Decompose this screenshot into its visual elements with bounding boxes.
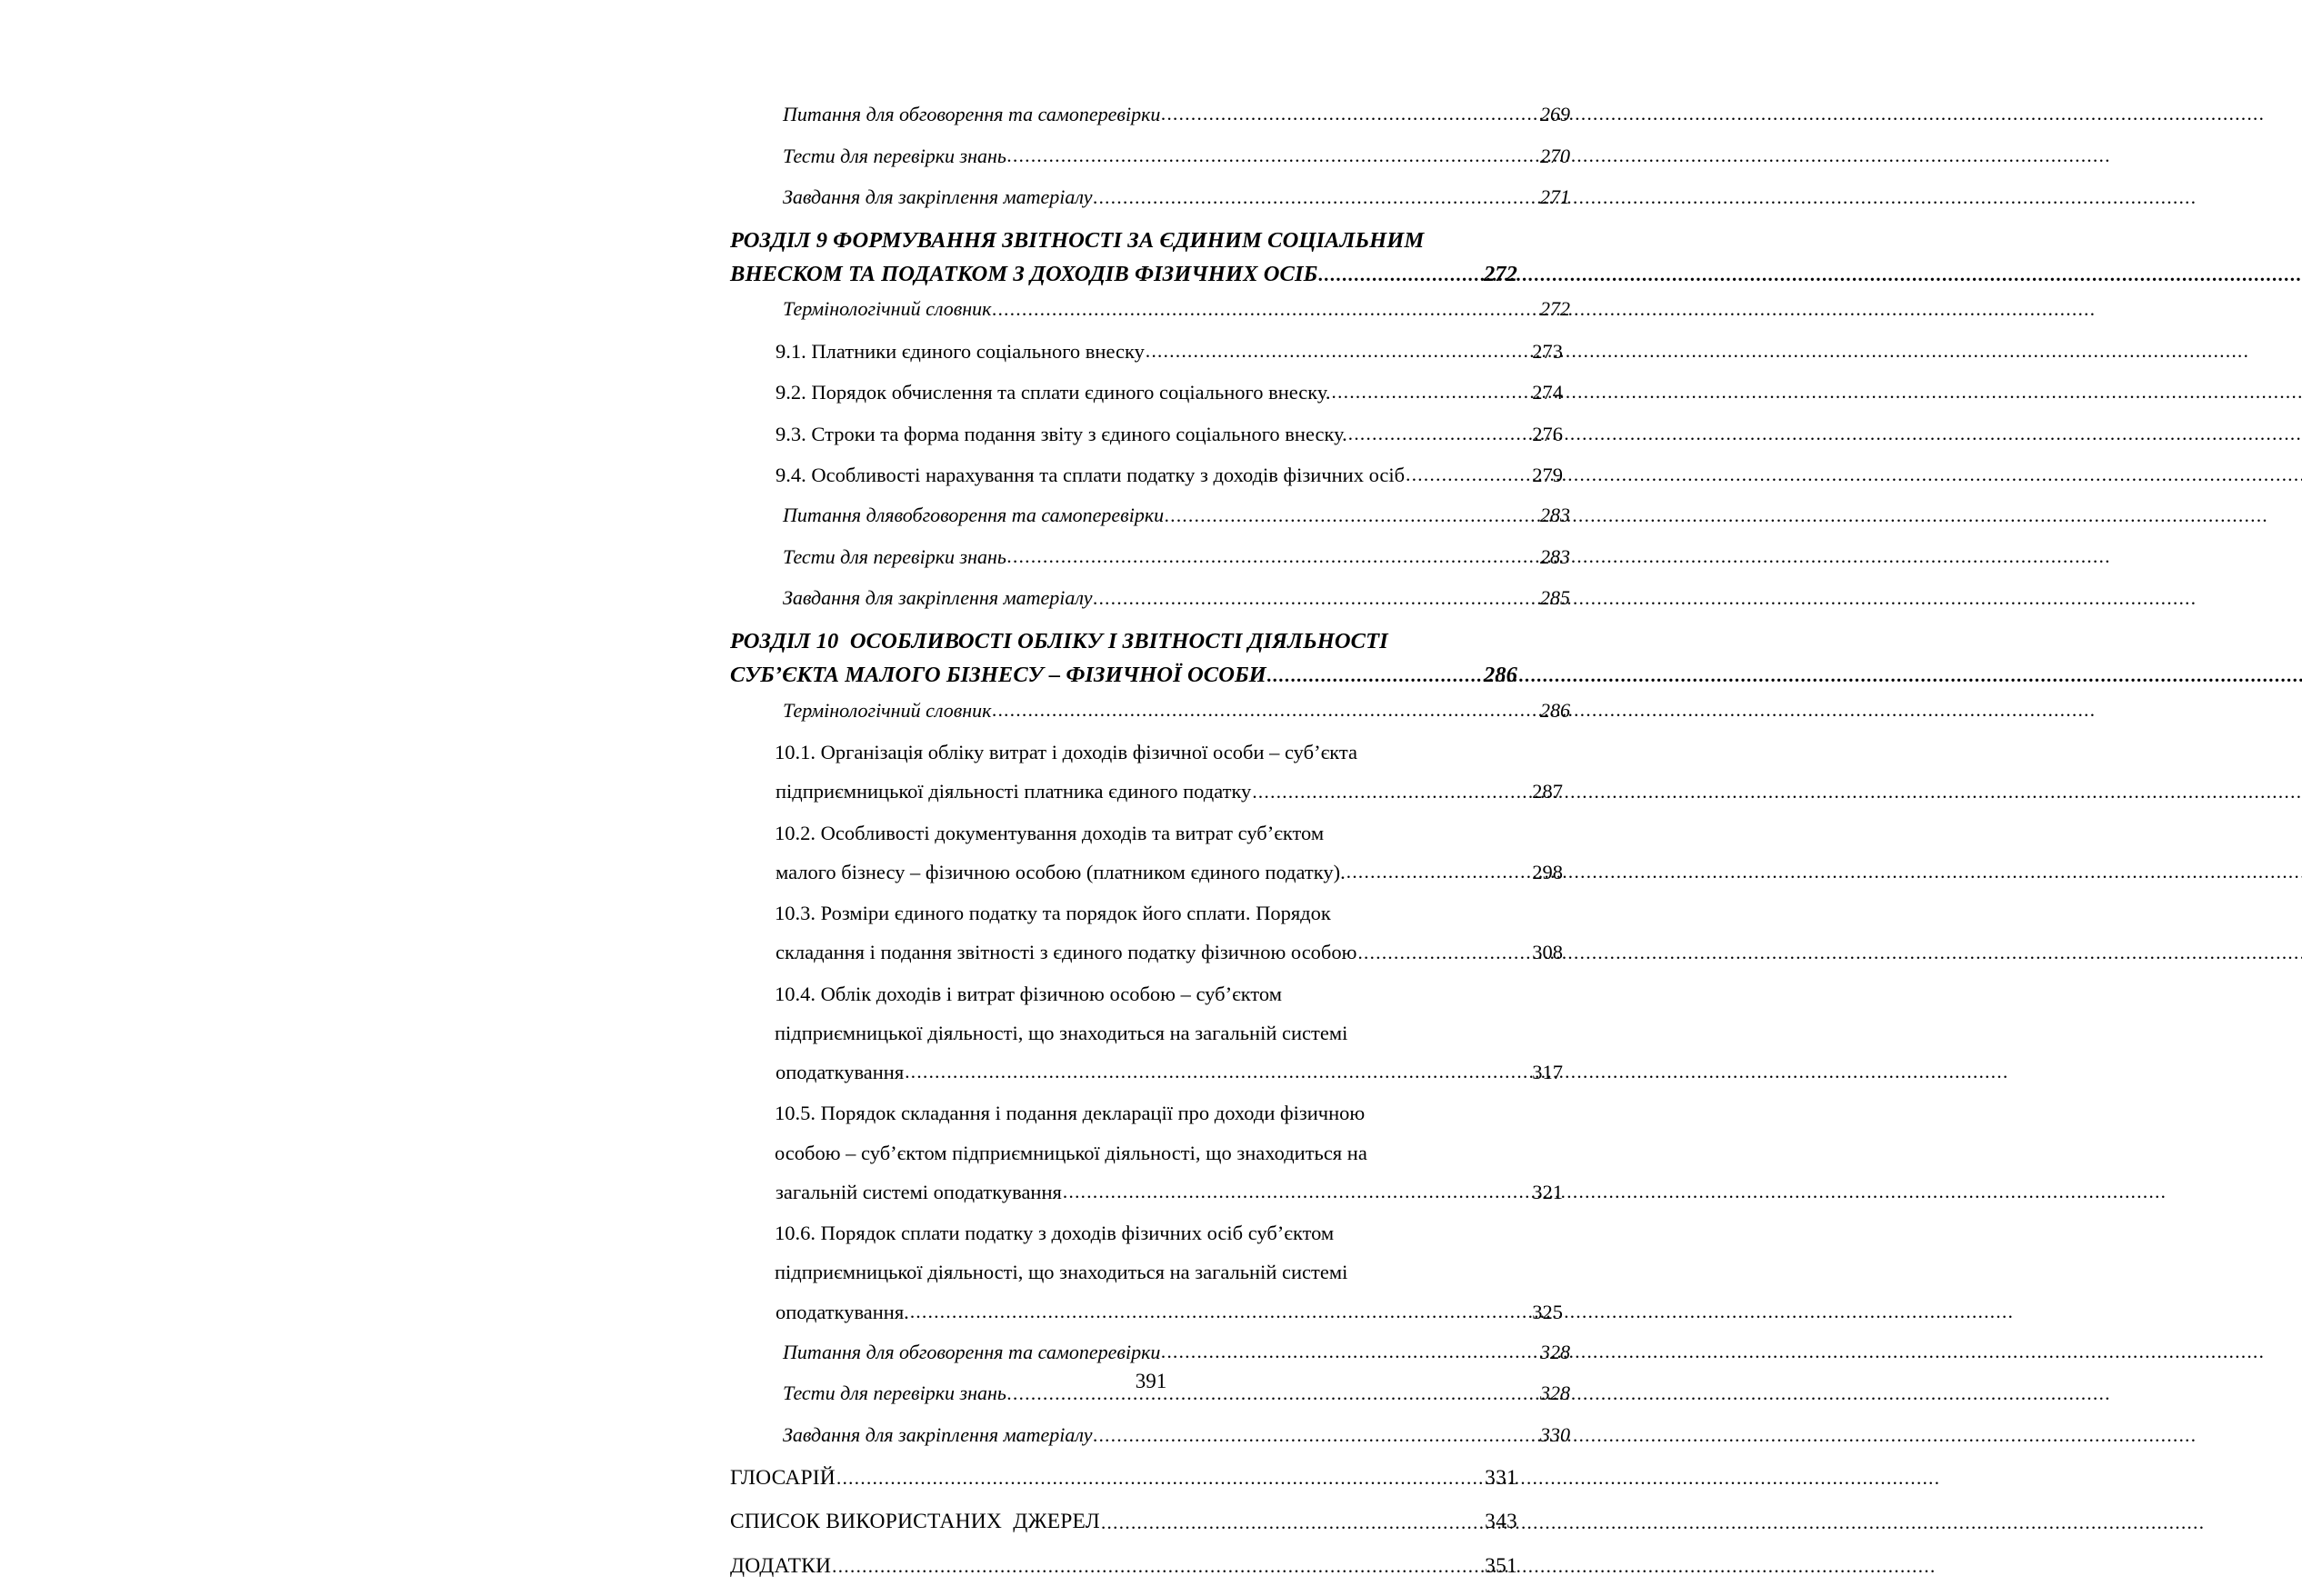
toc-entry[interactable]	[776, 1220, 1563, 1325]
toc-entry-title-line: підприємницької діяльності, що знаходиться на загальній системі	[775, 1021, 1348, 1044]
toc-entry-title: 9.2. Порядок обчислення та сплати єдиного соціального внеску.	[776, 381, 1331, 404]
toc-entry-page-number: 308	[1532, 941, 1563, 964]
dot-leader	[1101, 1514, 1473, 1536]
toc-entry-title: Завдання для закріплення матеріалу	[783, 185, 1093, 209]
toc-entry-page-number: 321	[1532, 1180, 1563, 1203]
toc-entry-page-number: 351	[1485, 1553, 1517, 1578]
toc-entry[interactable]	[730, 627, 1517, 690]
toc-entry-title-line: 10.4. Облік доходів і витрат фізичною особою – суб’єктом	[775, 982, 1282, 1005]
dot-leader	[836, 1471, 1473, 1492]
toc-entry[interactable]	[776, 1100, 1563, 1205]
dot-leader	[1252, 784, 1518, 805]
toc-entry-title: СПИСОК ВИКОРИСТАНИХ ДЖЕРЕЛ	[730, 1510, 1100, 1534]
toc-entry[interactable]	[730, 1464, 1517, 1492]
dot-leader	[992, 303, 1526, 323]
toc-entry-title-line: 10.1. Організація обліку витрат і доходів фізичної особи – суб’єкта	[775, 741, 1357, 764]
toc-entry[interactable]	[776, 338, 1563, 364]
toc-entry-page-number: 330	[1540, 1423, 1570, 1447]
dot-leader	[1093, 191, 1526, 211]
toc-entry-title-line: РОЗДІЛ 9 ФОРМУВАННЯ ЗВІТНОСТІ ЗА ЄДИНИМ СОЦІАЛЬНИМ	[730, 227, 1425, 253]
toc-entry[interactable]	[783, 544, 1570, 571]
dot-leader	[1332, 385, 1518, 406]
dot-leader	[1007, 149, 1526, 169]
toc-entry-row	[776, 338, 1563, 364]
toc-entry-page-number: 279	[1532, 463, 1563, 486]
toc-entry-row	[776, 778, 1563, 804]
toc-entry[interactable]	[783, 144, 1570, 170]
toc-entry[interactable]	[776, 900, 1563, 966]
toc-entry-page-number: 270	[1540, 144, 1570, 167]
toc-entry-title: СУБ’ЄКТА МАЛОГО БІЗНЕСУ – ФІЗИЧНОЇ ОСОБИ	[730, 662, 1266, 687]
dot-leader	[910, 1304, 1518, 1325]
toc-entry-title: малого бізнесу – фізичною особою (платником єдиного податку).	[776, 860, 1346, 883]
toc-entry[interactable]	[776, 981, 1563, 1086]
toc-entry[interactable]	[776, 820, 1563, 886]
toc-entry-row	[776, 421, 1563, 447]
toc-entry-row	[730, 1464, 1517, 1492]
dot-leader	[1346, 865, 1518, 886]
toc-entry-row	[783, 1340, 1570, 1366]
toc-entry-row	[783, 102, 1570, 128]
toc-entry-row	[783, 185, 1570, 211]
toc-entry-title: ГЛОСАРІЙ	[730, 1465, 836, 1490]
toc-entry-title: загальній системі оподаткування	[776, 1180, 1062, 1203]
toc-entry-row	[783, 144, 1570, 170]
toc-entry-page-number: 328	[1540, 1382, 1570, 1405]
toc-entry-title: Завдання для закріплення матеріалу	[783, 1423, 1093, 1447]
toc-entry-page-number: 271	[1540, 185, 1570, 209]
toc-entry-row	[783, 503, 1570, 529]
toc-entry-page-number: 331	[1485, 1465, 1517, 1490]
dot-leader	[1146, 344, 1518, 365]
toc-entry[interactable]	[776, 421, 1563, 447]
toc-entry-page-number: 283	[1540, 544, 1570, 568]
toc-entry-row	[783, 698, 1570, 724]
toc-entry-title-line: особою – суб’єктом підприємницької діяльності, що знаходиться на	[775, 1141, 1367, 1164]
toc-entry-title-line: підприємницької діяльності, що знаходиться на загальній системі	[775, 1261, 1348, 1284]
toc-entry-title: складання і подання звітності з єдиного податку фізичною особою	[776, 941, 1357, 964]
dot-leader	[1063, 1185, 1518, 1206]
dot-leader	[1406, 468, 1518, 489]
toc-entry-title: Завдання для закріплення матеріалу	[783, 586, 1093, 610]
document-page	[625, 0, 1677, 1578]
toc-entry-title: 9.3. Строки та форма подання звіту з єдиного соціального внеску.	[776, 422, 1347, 445]
toc-entry-title: Питання для обговорення та самоперевірки	[783, 1340, 1161, 1363]
toc-entry-page-number: 325	[1532, 1300, 1563, 1323]
toc-entry-page-number: 276	[1532, 422, 1563, 445]
toc-entry-row	[776, 939, 1563, 965]
toc-entry-page-number: 273	[1532, 340, 1563, 364]
toc-entry[interactable]	[776, 379, 1563, 405]
toc-entry-row	[776, 1179, 1563, 1205]
dot-leader	[905, 1065, 1518, 1086]
dot-leader	[1007, 550, 1526, 570]
toc-entry-page-number: 298	[1532, 860, 1563, 883]
toc-entry-title: Питання для обговорення та самоперевірки	[783, 103, 1161, 125]
dot-leader	[1348, 426, 1518, 447]
toc-entry-row	[776, 379, 1563, 405]
toc-entry-page-number: 272	[1540, 297, 1570, 321]
dot-leader	[1093, 592, 1526, 612]
toc-entry-title-line: 10.6. Порядок сплати податку з доходів фізичних осіб суб’єктом	[775, 1222, 1335, 1245]
toc-entry[interactable]	[783, 1422, 1570, 1449]
toc-entry-title: Тести для перевірки знань	[783, 1382, 1006, 1405]
dot-leader	[1267, 667, 1473, 690]
toc-entry[interactable]	[776, 462, 1563, 488]
toc-entry-title-line: 10.5. Порядок складання і подання декларації про доходи фізичною	[775, 1102, 1366, 1125]
toc-entry-page-number: 286	[1540, 698, 1570, 722]
toc-entry[interactable]	[783, 1340, 1570, 1366]
toc-entry-page-number: 272	[1483, 261, 1517, 286]
dot-leader	[992, 703, 1526, 723]
toc-entry-row	[783, 585, 1570, 612]
toc-entry-page-number: 286	[1483, 662, 1517, 687]
toc-entry-title-line: 10.2. Особливості документування доходів та витрат суб’єктом	[775, 821, 1325, 844]
toc-entry-title: Термінологічний словник	[783, 698, 992, 722]
toc-entry-page-number: 287	[1532, 780, 1563, 803]
toc-entry-page-number: 283	[1540, 504, 1570, 527]
toc-entry[interactable]	[783, 102, 1570, 128]
toc-entry-title: Термінологічний словник	[783, 297, 992, 321]
toc-entry-title: Тести для перевірки знань	[783, 144, 1006, 167]
dot-leader	[1093, 1429, 1526, 1449]
toc-entry[interactable]	[783, 185, 1570, 211]
toc-entry[interactable]	[783, 698, 1570, 724]
page-folio-number: 391	[1135, 1370, 1167, 1392]
toc-entry-title: оподаткування.	[776, 1300, 909, 1323]
toc-entry-page-number: 285	[1540, 586, 1570, 610]
dot-leader	[1165, 509, 1526, 529]
toc-entry-row	[776, 859, 1563, 885]
toc-entry[interactable]	[730, 1508, 1517, 1536]
dot-leader	[1318, 266, 1473, 289]
toc-entry-title: 9.4. Особливості нарахування та сплати податку з доходів фізичних осіб	[776, 463, 1406, 486]
toc-entry-title: 9.1. Платники єдиного соціального внеску	[776, 340, 1145, 364]
toc-entry-page-number: 328	[1540, 1340, 1570, 1363]
toc-entry-row	[730, 260, 1517, 289]
dot-leader	[1161, 108, 1526, 128]
dot-leader	[1357, 945, 1518, 966]
toc-entry-page-number: 274	[1532, 381, 1563, 404]
toc-entry-row	[730, 1508, 1517, 1536]
toc-entry-row	[776, 1059, 1563, 1085]
toc-entry-title: підприємницької діяльності платника єдиного податку	[776, 780, 1252, 803]
toc-entry[interactable]	[776, 739, 1563, 805]
toc-entry-row	[776, 462, 1563, 488]
toc-entry-row	[783, 296, 1570, 323]
toc-entry-title: Тести для перевірки знань	[783, 544, 1006, 568]
toc-entry[interactable]	[783, 503, 1570, 529]
toc-entry-title: ДОДАТКИ	[730, 1553, 832, 1578]
toc-entry-title: Питання длявобговорення та самоперевірки	[783, 504, 1165, 527]
toc-entry-row	[783, 1422, 1570, 1449]
toc-entry-title: оподаткування	[776, 1061, 905, 1084]
toc-entry-page-number: 317	[1532, 1061, 1563, 1084]
toc-entry-row	[783, 544, 1570, 571]
toc-entry-title: ВНЕСКОМ ТА ПОДАТКОМ З ДОХОДІВ ФІЗИЧНИХ ОСІБ	[730, 261, 1318, 286]
toc-entry-page-number: 269	[1540, 103, 1570, 125]
toc-entry[interactable]	[783, 585, 1570, 612]
dot-leader	[1161, 1345, 1526, 1365]
toc-entry-title-line: РОЗДІЛ 10 ОСОБЛИВОСТІ ОБЛІКУ І ЗВІТНОСТІ ДІЯЛЬНОСТІ	[730, 628, 1388, 653]
toc-entry-row	[776, 1299, 1563, 1325]
toc-entry-row	[730, 661, 1517, 690]
dot-leader	[832, 1559, 1473, 1581]
toc-entry[interactable]	[730, 226, 1517, 289]
toc-entry[interactable]	[730, 1552, 1517, 1581]
toc-entry-row	[730, 1552, 1517, 1581]
toc-entry[interactable]	[783, 296, 1570, 323]
toc-entry-title-line: 10.3. Розміри єдиного податку та порядок його сплати. Порядок	[775, 902, 1331, 925]
toc-entry-page-number: 343	[1485, 1510, 1517, 1534]
